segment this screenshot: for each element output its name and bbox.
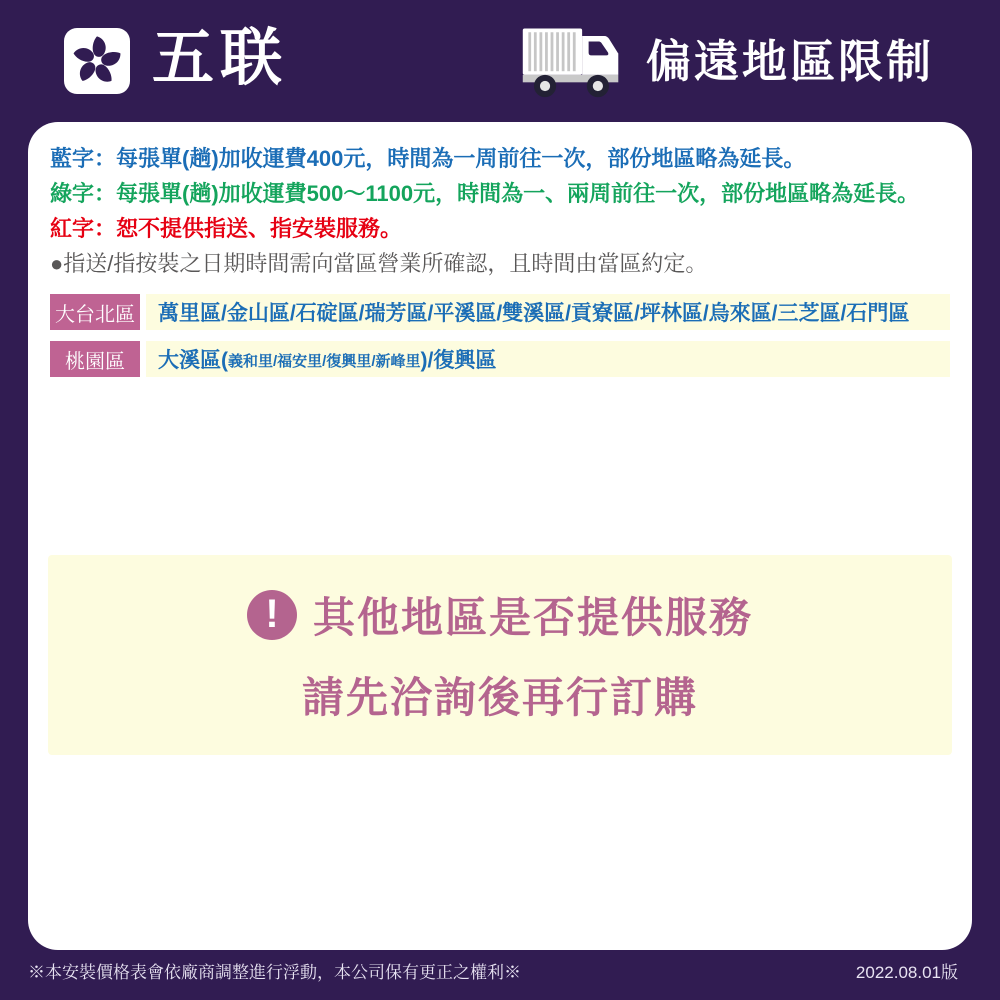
header [0,0,1000,122]
region-label: 大台北區 [50,294,140,330]
warning-text-2: 請先洽詢後再行訂購 [301,674,698,721]
delivery-truck-icon [520,23,622,99]
header-title-group [520,23,934,99]
brand-name: 五联 [152,21,289,94]
brand-logo-icon [64,28,130,94]
footer-version: 2022.08.01版 [855,963,958,982]
exclamation-icon: ! [247,590,297,640]
warning-line-1 [247,585,753,645]
region-areas-villages: 義和里/福安里/復興里/新峰里 [228,353,421,370]
page-title: 偏遠地區限制 [645,35,934,87]
region-label: 桃園區 [50,341,140,377]
region-row-greater-taipei [50,294,950,330]
region-areas: 萬里區/金山區/石碇區/瑞芳區/平溪區/雙溪區/貢寮區/坪林區/烏來區/三芝區/石門區 [146,294,950,330]
note-green-fee: 綠字：每張單(趟)加收運費500～1100元，時間為一、兩周前往一次，部份地區略為延長。 [50,181,920,206]
note-schedule-confirm: ●指送/指按裝之日期時間需向當區營業所確認，且時間由當區約定。 [50,251,708,276]
warning-text-1: 其他地區是否提供服務 [312,594,753,641]
region-row-taoyuan [50,341,950,377]
content-card [28,122,972,950]
brand [64,21,289,95]
note-red-no-service: 紅字：恕不提供指送、指安裝服務。 [50,216,403,241]
warning-line-2 [302,665,698,725]
footer [28,958,958,983]
region-areas [146,341,950,377]
region-areas-main: 大溪區( [158,349,228,372]
region-areas-tail: )/復興區 [420,349,497,372]
note-blue-fee: 藍字：每張單(趟)加收運費400元，時間為一周前往一次，部份地區略為延長。 [50,146,806,171]
warning-box [48,555,952,755]
footer-disclaimer: ※本安裝價格表會依廠商調整進行浮動，本公司保有更正之權利※ [28,963,521,982]
